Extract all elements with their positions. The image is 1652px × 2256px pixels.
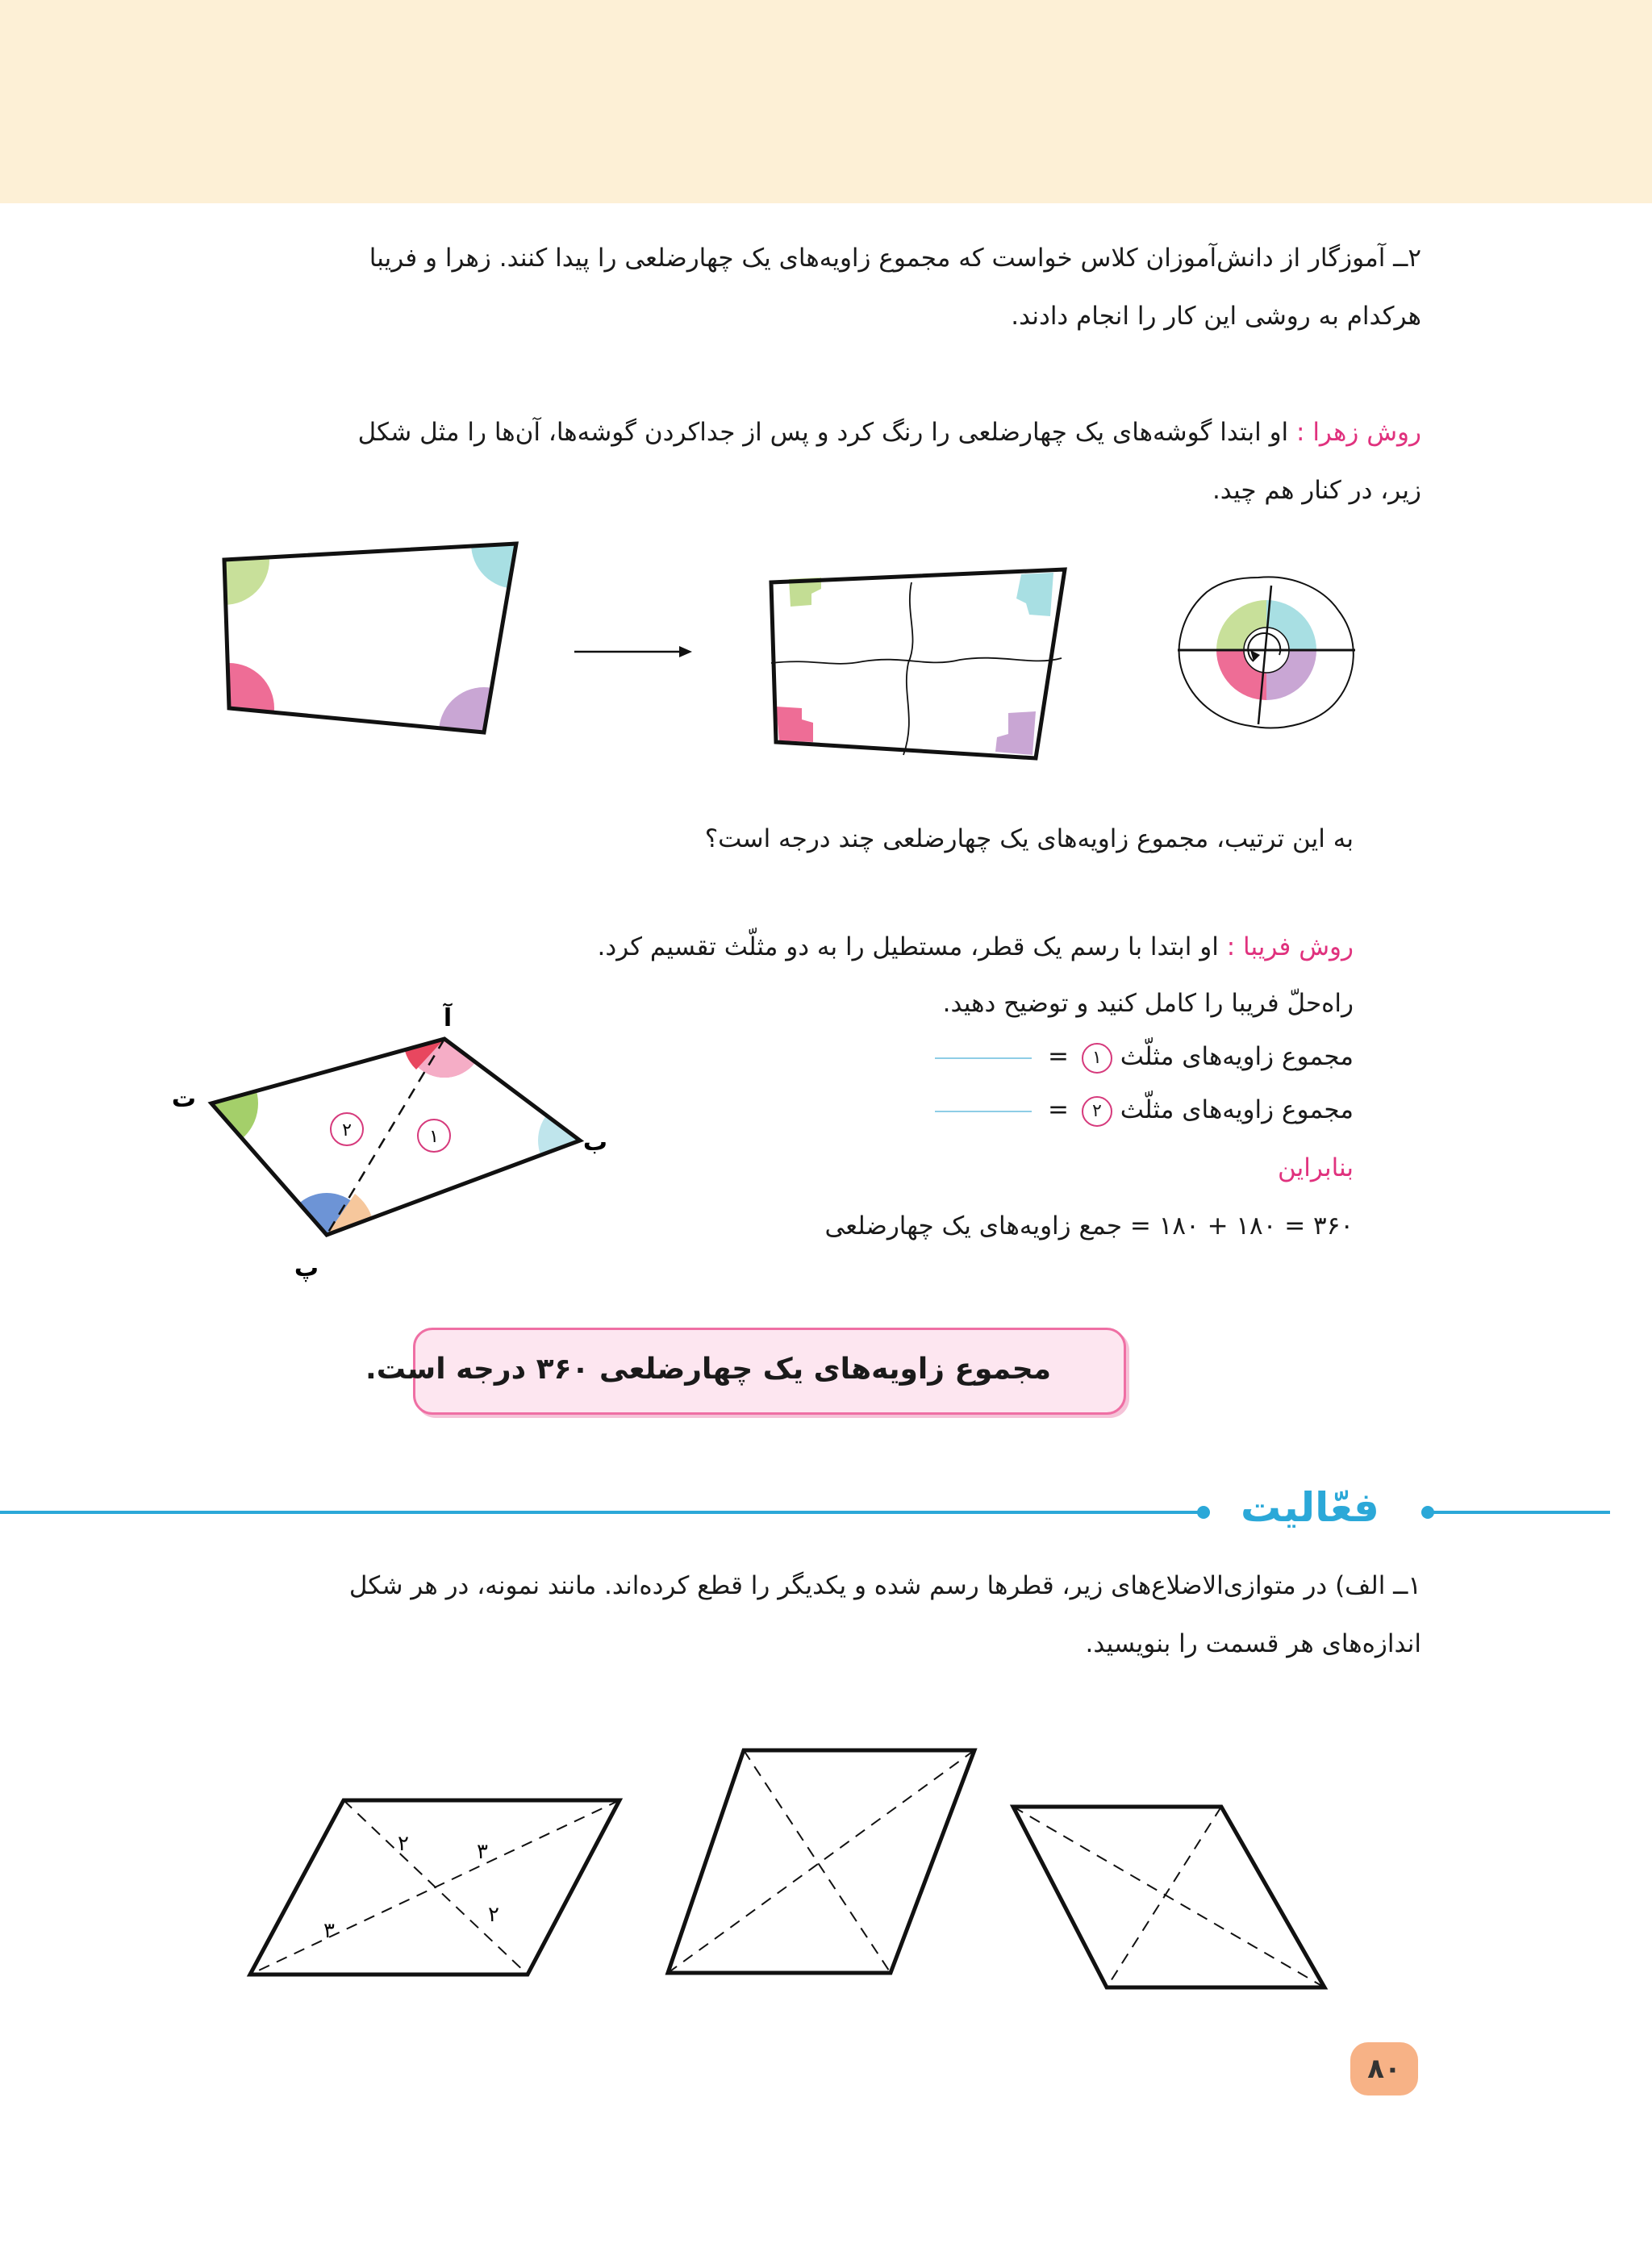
sample-label-bottom-right: ۲ (488, 1903, 499, 1927)
fariba-triangle1-row (935, 1040, 1354, 1074)
parallelogram-3 (1005, 1797, 1344, 1999)
vertex-label-bottom: پ (294, 1254, 319, 1282)
activity-line2: اندازه‌های هر قسمت را بنویسید. (1085, 1629, 1421, 1658)
triangle2-label: مجموع زاویه‌های مثلّث (1120, 1095, 1354, 1124)
figure-tri2-label: ۲ (342, 1120, 352, 1141)
fariba-line2: راه‌حلّ فریبا را کامل کنید و توضیح دهید. (942, 989, 1354, 1018)
cut-quadrilateral-figure (766, 565, 1073, 766)
parallelogram-2 (660, 1741, 982, 1983)
vertex-label-left: ت (171, 1085, 197, 1113)
activity-divider-left (0, 1511, 1202, 1514)
activity-title: فعّالیت (1241, 1484, 1379, 1531)
figure-tri1-label: ۱ (429, 1127, 439, 1147)
triangle1-answer-blank[interactable] (935, 1057, 1032, 1059)
problem2-line2: هرکدام به روشی این کار را انجام دادند. (1011, 302, 1421, 331)
equals-sign-1: = (1048, 1042, 1069, 1071)
activity-line1: ۱ــ الف) در متوازی‌الاضلاع‌های زیر، قطرها رسم شده و یکدیگر را قطع کرده‌اند. مانند نمونه، در هر شکل (348, 1571, 1421, 1600)
zahra-line1 (358, 416, 1421, 448)
vertex-label-right: ب (582, 1128, 608, 1157)
activity-divider-right (1428, 1511, 1610, 1514)
zahra-text1: او ابتدا گوشه‌های یک چهارضلعی را رنگ کرد و پس از جداکردن گوشه‌ها، آن‌ها را مثل شکل (357, 418, 1297, 447)
fariba-line1 (598, 931, 1354, 963)
zahra-quadrilateral-figure (218, 532, 524, 742)
triangle2-answer-blank[interactable] (935, 1111, 1032, 1112)
zahra-question: به این ترتیب، مجموع زاویه‌های یک چهارضلعی چند درجه است؟ (704, 824, 1354, 853)
sample-label-top-left: ۲ (398, 1832, 409, 1856)
total-equation: ۳۶۰ = ۱۸۰ + ۱۸۰ = جمع زاویه‌های یک چهارضلعی (824, 1211, 1354, 1241)
zahra-label: روش زهرا : (1296, 418, 1421, 447)
sample-label-bottom-left: ۳ (323, 1919, 335, 1943)
triangle1-circle: ۱ (1082, 1043, 1112, 1074)
parallelogram-sample (242, 1791, 629, 1984)
header-band (0, 0, 1652, 203)
zahra-line2: زیر، در کنار هم چید. (1212, 476, 1421, 505)
activity-dot-left (1197, 1506, 1210, 1519)
triangle2-circle: ۲ (1082, 1096, 1112, 1127)
vertex-label-top: آ (443, 1004, 453, 1032)
sample-label-top-right: ۳ (477, 1840, 488, 1864)
fariba-quadrilateral-figure (161, 1000, 613, 1299)
fariba-triangle2-row (935, 1094, 1354, 1127)
equals-sign-2: = (1048, 1095, 1069, 1124)
arrow-icon (574, 644, 692, 660)
page-number: ۸۰ (1350, 2042, 1418, 2095)
assembled-angles-figure (1170, 571, 1363, 732)
fariba-text1: او ابتدا با رسم یک قطر، مستطیل را به دو مثلّث تقسیم کرد. (597, 932, 1227, 961)
fariba-label: روش فریبا : (1226, 932, 1354, 961)
conclusion-text: مجموع زاویه‌های یک چهارضلعی ۳۶۰ درجه است. (365, 1353, 1051, 1386)
triangle1-label: مجموع زاویه‌های مثلّث (1120, 1042, 1354, 1071)
conclusion-callout (365, 1328, 1126, 1415)
therefore-label: بنابراین (1278, 1153, 1354, 1182)
problem2-line1: ۲ــ آموزگار از دانش‌آموزان کلاس خواست که مجموع زاویه‌های یک چهارضلعی را پیدا کنند. زهرا و فریبا (369, 244, 1421, 273)
